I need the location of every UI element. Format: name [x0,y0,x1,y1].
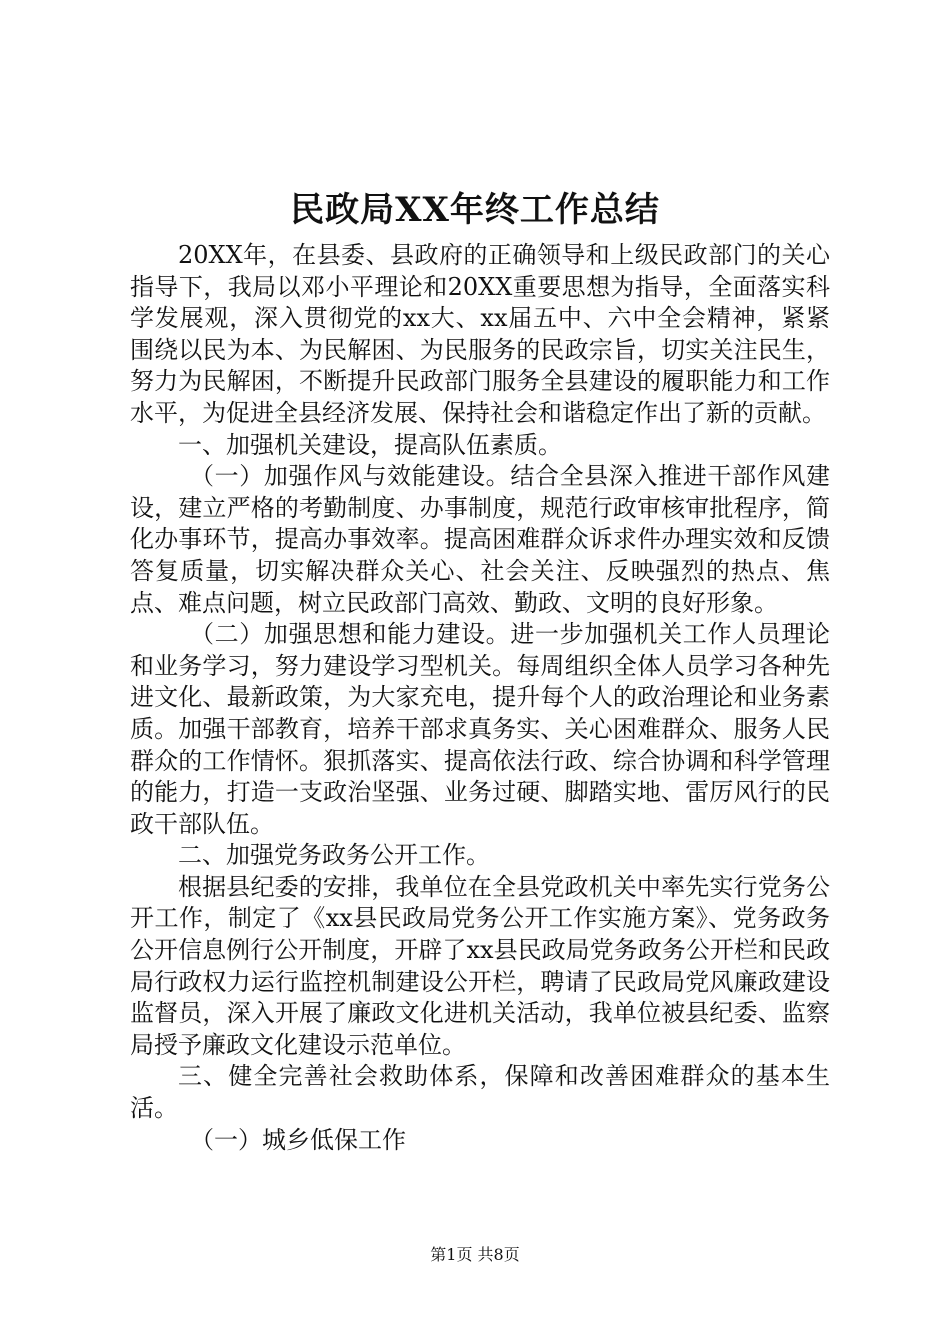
document-body [130,240,830,1156]
section-paragraph-2: 根据县纪委的安排，我单位在全县党政机关中率先实行党务公开工作，制定了《xx县民政局党务公开工作实施方案》、党务政务公开信息例行公开制度，开辟了xx县民政局党务政务公开栏和民政局行政权力运行监控机制建设公开栏，聘请了民政局党风廉政建设监督员，深入开展了廉政文化进机关活动，我单位被县纪委、监察局授予廉政文化建设示范单位。 [130,872,830,1059]
document-title: 民政局XX年终工作总结 [290,190,660,230]
subsection-paragraph-1-1: （一）加强作风与效能建设。结合全县深入推进干部作风建设，建立严格的考勤制度、办事制度，规范行政审核审批程序，简化办事环节，提高办事效率。提高困难群众诉求件办理实效和反馈答复质量，切实解决群众关心、社会关注、反映强烈的热点、焦点、难点问题，树立民政部门高效、勤政、文明的良好形象。 [130,462,830,617]
subsection-heading-3-1: （一）城乡低保工作 [190,1125,406,1154]
section-heading-1: 一、加强机关建设，提高队伍素质。 [178,430,562,459]
page-footer: 第1页 共8页 [430,1245,520,1264]
subsection-paragraph-1-2: （二）加强思想和能力建设。进一步加强机关工作人员理论和业务学习，努力建设学习型机关。每周组织全体人员学习各种先进文化、最新政策，为大家充电，提升每个人的政治理论和业务素质。加强干部教育，培养干部求真务实、关心困难群众、服务人民群众的工作情怀。狠抓落实、提高依法行政、综合协调和科学管理的能力，打造一支政治坚强、业务过硬、脚踏实地、雷厉风行的民政干部队伍。 [130,620,830,838]
section-heading-3: 三、健全完善社会救助体系，保障和改善困难群众的基本生活。 [130,1062,830,1123]
intro-paragraph: 20XX年，在县委、县政府的正确领导和上级民政部门的关心指导下，我局以邓小平理论和20XX重要思想为指导，全面落实科学发展观，深入贯彻党的xx大、xx届五中、六中全会精神，紧紧围绕以民为本、为民解困、为民服务的民政宗旨，切实关注民生，努力为民解困，不断提升民政部门服务全县建设的履职能力和工作水平，为促进全县经济发展、保持社会和谐稳定作出了新的贡献。 [130,241,830,427]
section-heading-2: 二、加强党务政务公开工作。 [178,841,490,870]
